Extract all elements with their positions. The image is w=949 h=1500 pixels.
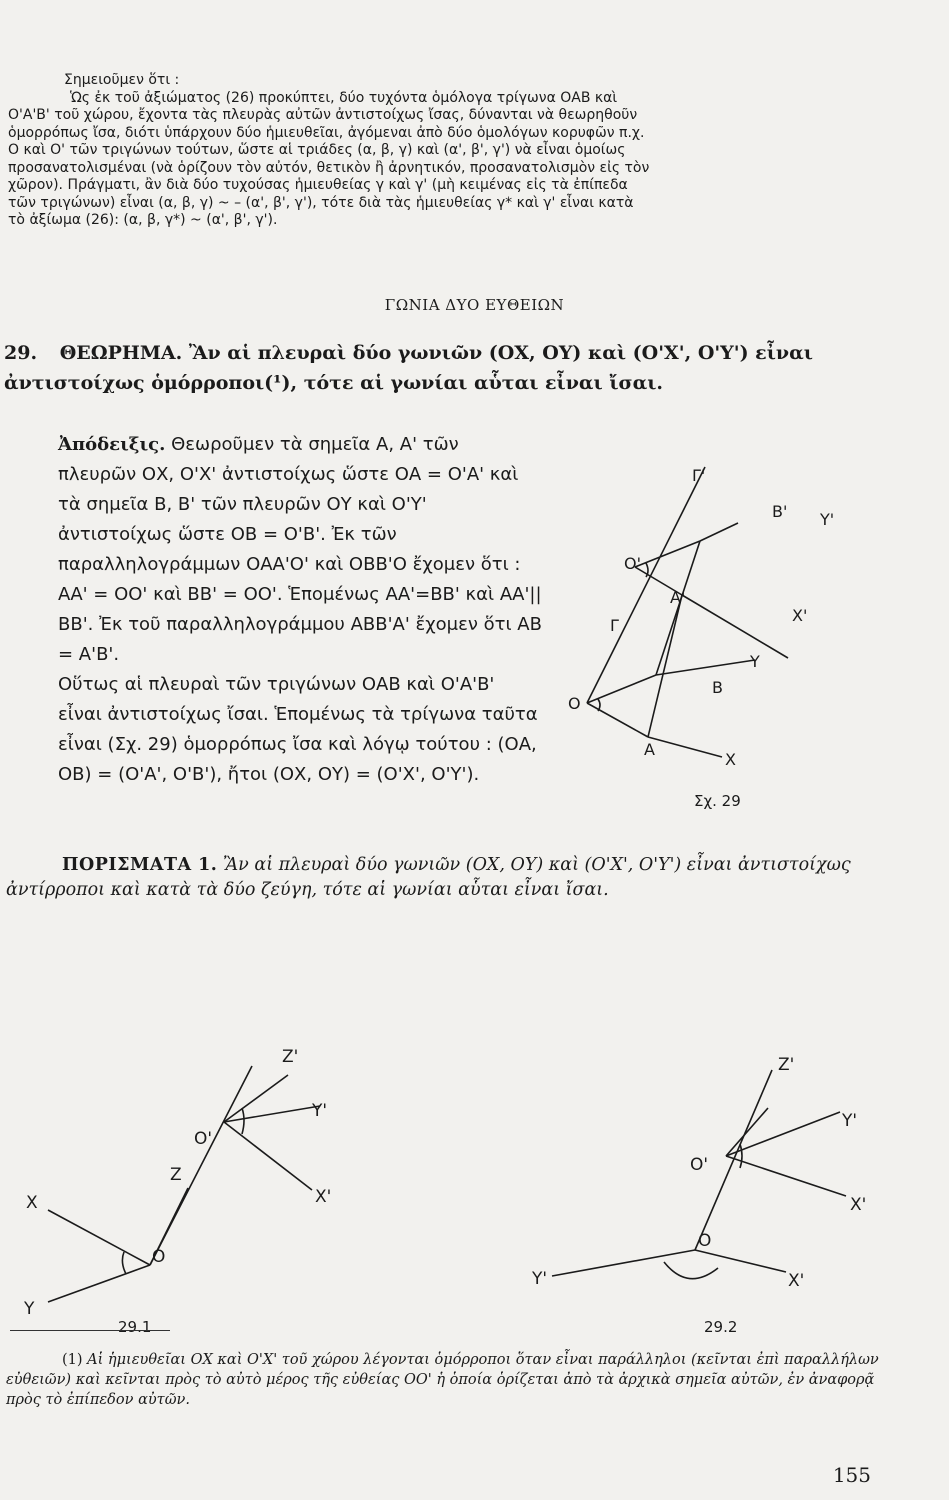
label-O: O <box>568 694 581 713</box>
porismata-label: ΠΟΡΙΣΜΑΤΑ 1. <box>62 855 218 875</box>
intro-line-5: προσανατολισμέναι (νὰ ὁρίζουν τὸν αὐτόν, θετικὸν ἢ ἀρνητικόν, προσανατολισμὸν εἰς τὸν <box>8 159 650 176</box>
figure-29-2-caption: 29.2 <box>704 1318 738 1336</box>
label-A: A <box>644 740 655 759</box>
segment-O1-X1 <box>726 1156 846 1196</box>
segment-O-A <box>587 703 648 737</box>
label-X: X <box>725 750 736 769</box>
label-X: X <box>26 1193 38 1213</box>
label-G1: Γ' <box>692 466 706 485</box>
angle-arc-O1 <box>242 1108 244 1134</box>
label-G: Γ <box>610 616 619 635</box>
label-Y1: Y' <box>820 510 835 529</box>
label-O: O <box>698 1231 712 1251</box>
segment-O1-Z1 <box>726 1108 768 1156</box>
label-Y1: Y' <box>842 1111 858 1131</box>
segment-A-A1 <box>648 595 682 737</box>
segment-B-Y <box>656 660 755 675</box>
angle-arc-bottom <box>598 699 600 711</box>
segment-O1-Z1 <box>224 1075 288 1122</box>
theorem-number: 29. <box>4 342 38 364</box>
label-Z1: Z' <box>282 1047 299 1067</box>
figure-29-1-caption: 29.1 <box>118 1318 152 1336</box>
segment-B-B1 <box>656 541 700 675</box>
segment-O-Y <box>48 1265 150 1302</box>
footnote-text: Αἱ ἡμιευθεῖαι ΟΧ καὶ Ο'Χ' τοῦ χώρου λέγονται ὁμόρροποι ὅταν εἶναι παράλληλοι (κεῖνται ἐπὶ παραλλήλων εὐθειῶν) καὶ κεῖνται πρὸς τὸ αὐτὸ μέρος τῆς εὐθείας ΟΟ' ἡ ὁποία ὁρίζεται ἀπὸ τὰ ἀρχικὰ σημεῖα αὐτῶν, ἐν ἀναφορᾷ πρὸς τὸ ἐπίπεδον αὐτῶν. <box>6 1352 879 1408</box>
intro-line-2: Ο'Α'Β' τοῦ χώρου, ἔχοντα τὰς πλευρὰς αὐτῶν ἀντιστοίχως ἴσας, δύνανται νὰ θεωρηθοῦν <box>8 107 638 123</box>
label-Z1: Z' <box>778 1055 795 1075</box>
footnote-mark: (1) <box>62 1352 83 1368</box>
page-number: 155 <box>832 1463 871 1487</box>
footnote-divider <box>10 1330 170 1331</box>
theorem-text: Ἂν αἱ πλευραὶ δύο γωνιῶν (ΟΧ, ΟΥ) καὶ (Ο'Χ', Ο'Υ') εἶναι ἀντιστοίχως ὁμόρροποι(¹), τότε αἱ γωνίαι αὗται εἶναι ἴσαι. <box>4 342 813 394</box>
label-X: X' <box>788 1271 805 1291</box>
intro-line-4: Ο καὶ Ο' τῶν τριγώνων τούτων, ὥστε αἱ τριάδες (α, β, γ) καὶ (α', β', γ') νὰ εἶναι ὁμοίως <box>8 142 626 158</box>
porismata-text: Ἂν αἱ πλευραὶ δύο γωνιῶν (ΟΧ, ΟΥ) καὶ (Ο'Χ', Ο'Υ') εἶναι ἀντιστοίχως ἀντίρροποι καὶ κατὰ τὰ δύο ζεύγη, τότε αἱ γωνίαι αὗται εἶναι ἴσαι. <box>6 855 851 900</box>
intro-lead: Σημειοῦμεν ὅτι : <box>64 72 180 88</box>
label-Y: Y <box>750 652 760 671</box>
section-heading: ΓΩΝΙΑ ΔΥΟ ΕΥΘΕΙΩΝ <box>384 296 565 314</box>
theorem-block <box>4 338 879 398</box>
intro-block <box>8 72 889 230</box>
theorem-label: ΘΕΩΡΗΜΑ. <box>59 342 183 364</box>
porismata-block <box>6 853 879 903</box>
intro-line-6: χῶρον). Πράγματι, ἂν διὰ δύο τυχούσας ἡμιευθείας γ καὶ γ' (μὴ κειμένας εἰς τὰ ἐπίπεδα <box>8 177 628 193</box>
segment-O1-X1 <box>224 1122 312 1190</box>
figure-29 <box>560 455 890 815</box>
intro-line-1: Ὡς ἐκ τοῦ ἀξιώματος (26) προκύπτει, δύο τυχόντα ὁμόλογα τρίγωνα ΟΑΒ καὶ <box>70 89 618 106</box>
label-O1: O' <box>690 1155 709 1175</box>
label-O1: O' <box>194 1129 213 1149</box>
intro-line-3: ὁμορρόπως ἴσα, διότι ὑπάρχουν δύο ἡμιευθεῖαι, ἀγόμεναι ἀπὸ δύο ὁμολόγων κορυφῶν π.χ. <box>8 124 645 141</box>
label-X1: X' <box>315 1187 332 1207</box>
segment-A-X <box>648 737 722 757</box>
figure-29-caption: Σχ. 29 <box>694 792 741 810</box>
segment-A1-X1 <box>682 595 788 658</box>
label-B: B <box>712 678 723 697</box>
segment-B1-Y1 <box>700 523 738 541</box>
segment-O1-Y1 <box>224 1106 320 1122</box>
angle-arc-O1 <box>740 1144 742 1168</box>
segment-O-X <box>48 1210 150 1265</box>
proof-label: Ἀπόδειξις. <box>58 434 166 455</box>
figure-29-1 <box>20 1030 360 1320</box>
intro-line-8: τὸ ἀξίωμα (26): (α, β, γ*) ~ (α', β', γ'). <box>8 212 278 228</box>
segment-O-B <box>587 675 656 703</box>
label-X1: X' <box>792 606 808 625</box>
line-O-G-prime <box>587 467 705 703</box>
angle-arc-top <box>646 563 648 577</box>
label-Y1: Y' <box>312 1101 328 1121</box>
label-Z: Z <box>170 1165 182 1185</box>
proof-text-1: Θεωροῦμεν τὰ σημεῖα Α, Α' τῶν πλευρῶν ΟΧ, Ο'Χ' ἀντιστοίχως ὥστε ΟΑ = Ο'Α' καὶ τὰ σημεῖα Β, Β' τῶν πλευρῶν ΟΥ καὶ Ο'Υ' ἀντιστοίχως ὥστε ΟΒ = Ο'Β'. Ἐκ τῶν παραλληλογράμμων ΟΑΑ'Ο' καὶ ΟΒΒ'Ο ἔχομεν ὅτι : ΑΑ' = ΟΟ' καὶ ΒΒ' = ΟΟ'. Ἑπομένως ΑΑ'=ΒΒ' καὶ ΑΑ'||ΒΒ'. Ἐκ τοῦ παραλληλογράμμου ΑΒΒ'Α' ἔχομεν ὅτι ΑΒ = Α'Β'. <box>58 434 542 665</box>
label-Y: Y <box>24 1299 35 1319</box>
proof-block <box>2 430 542 790</box>
segment-O1-Y1 <box>726 1112 840 1156</box>
label-X1: X' <box>850 1195 867 1215</box>
intro-line-7: τῶν τριγώνων) εἶναι (α, β, γ) ~ – (α', β', γ'), τότε διὰ τὰς ἡμιευθείας γ* καὶ γ' εἶναι κατὰ <box>8 194 634 211</box>
label-O: O <box>152 1247 166 1267</box>
proof-paragraph-2: Οὕτως αἱ πλευραὶ τῶν τριγώνων ΟΑΒ καὶ Ο'Α'Β' εἶναι ἀντιστοίχως ἴσαι. Ἑπομένως τὰ τρίγωνα ταῦτα εἶναι (Σχ. 29) ὁμορρόπως ἴσα καὶ λόγῳ τούτου : (ΟΑ, ΟΒ) = (Ο'Α', Ο'Β'), ἤτοι (ΟΧ, ΟΥ) = (Ο'Χ', Ο'Υ'). <box>58 674 538 785</box>
angle-arc-O <box>664 1262 718 1279</box>
label-O1: O' <box>624 554 641 573</box>
label-B1: B' <box>772 502 788 521</box>
label-Y: Y' <box>532 1269 548 1289</box>
proof-paragraph-1 <box>2 430 542 670</box>
figure-29-2 <box>530 1030 910 1320</box>
segment-O1-B1 <box>635 541 700 567</box>
segment-O-X <box>695 1250 786 1272</box>
angle-arc-O <box>122 1252 126 1274</box>
footnote <box>6 1350 889 1410</box>
label-A1: A' <box>670 588 686 607</box>
